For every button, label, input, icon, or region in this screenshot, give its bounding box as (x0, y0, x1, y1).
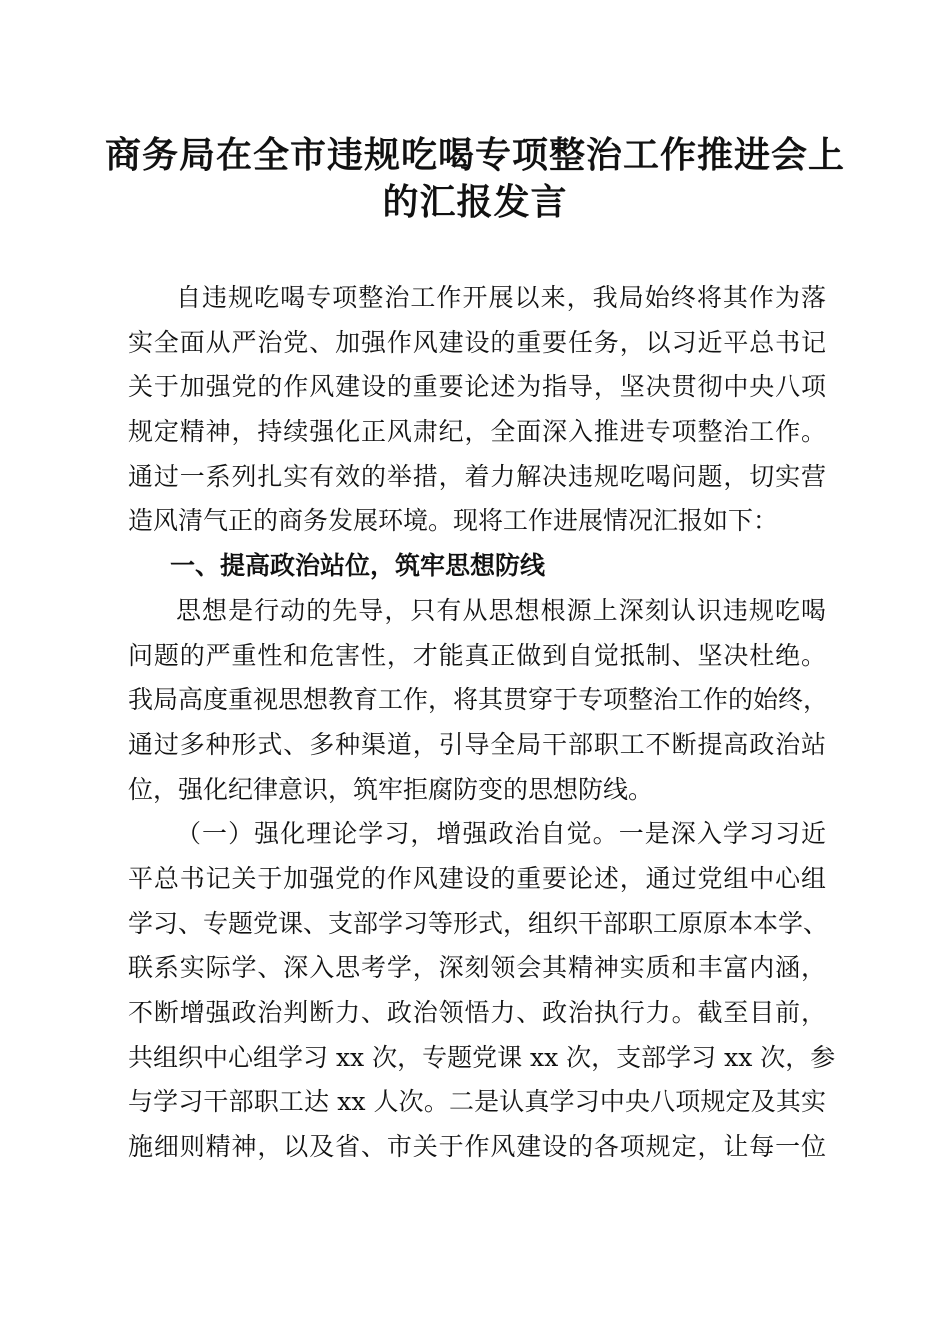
document-body (128, 276, 836, 1170)
document-title (60, 132, 890, 226)
paragraph-line: 通过多种形式、多种渠道，引导全局干部职工不断提高政治站 (128, 729, 826, 759)
paragraph-line: 位，强化纪律意识，筑牢拒腐防变的思想防线。 (128, 774, 654, 804)
paragraph-line: 思想是行动的先导，只有从思想根源上深刻认识违规吃喝 (176, 595, 826, 625)
paragraph-line: （一）强化理论学习，增强政治自觉。一是深入学习习近 (176, 819, 826, 849)
paragraph-line: 共组织中心组学习 xx 次，专题党课 xx 次，支部学习 xx 次，参 (128, 1042, 836, 1072)
section-heading: 一、提高政治站位，筑牢思想防线 (170, 551, 546, 581)
paragraph-line: 规定精神，持续强化正风肃纪，全面深入推进专项整治工作。 (128, 417, 826, 447)
paragraph-line: 平总书记关于加强党的作风建设的重要论述，通过党组中心组 (128, 863, 826, 893)
paragraph-line: 自违规吃喝专项整治工作开展以来，我局始终将其作为落 (176, 283, 826, 312)
title-line: 的汇报发言 (382, 181, 568, 223)
paragraph-line: 通过一系列扎实有效的举措，着力解决违规吃喝问题，切实营 (128, 461, 826, 491)
paragraph-line: 问题的严重性和危害性，才能真正做到自觉抵制、坚决杜绝。 (128, 640, 826, 670)
paragraph-line: 与学习干部职工达 xx 人次。二是认真学习中央八项规定及其实 (128, 1087, 826, 1117)
paragraph-line: 联系实际学、深入思考学，深刻领会其精神实质和丰富内涵， (128, 953, 826, 983)
paragraph-line: 关于加强党的作风建设的重要论述为指导，坚决贯彻中央八项 (128, 372, 826, 402)
paragraph-line: 不断增强政治判断力、政治领悟力、政治执行力。截至目前， (128, 998, 826, 1027)
paragraph-line: 造风清气正的商务发展环境。现将工作进展情况汇报如下： (128, 506, 779, 536)
paragraph-line: 学习、专题党课、支部学习等形式，组织干部职工原原本本学、 (128, 908, 829, 938)
paragraph-line: 我局高度重视思想教育工作，将其贯穿于专项整治工作的始终， (128, 685, 829, 715)
paragraph-line: 实全面从严治党、加强作风建设的重要任务，以习近平总书记 (128, 327, 826, 357)
paragraph-line: 施细则精神，以及省、市关于作风建设的各项规定，让每一位 (128, 1132, 826, 1162)
title-line: 商务局在全市违规吃喝专项整治工作推进会上 (104, 134, 845, 176)
